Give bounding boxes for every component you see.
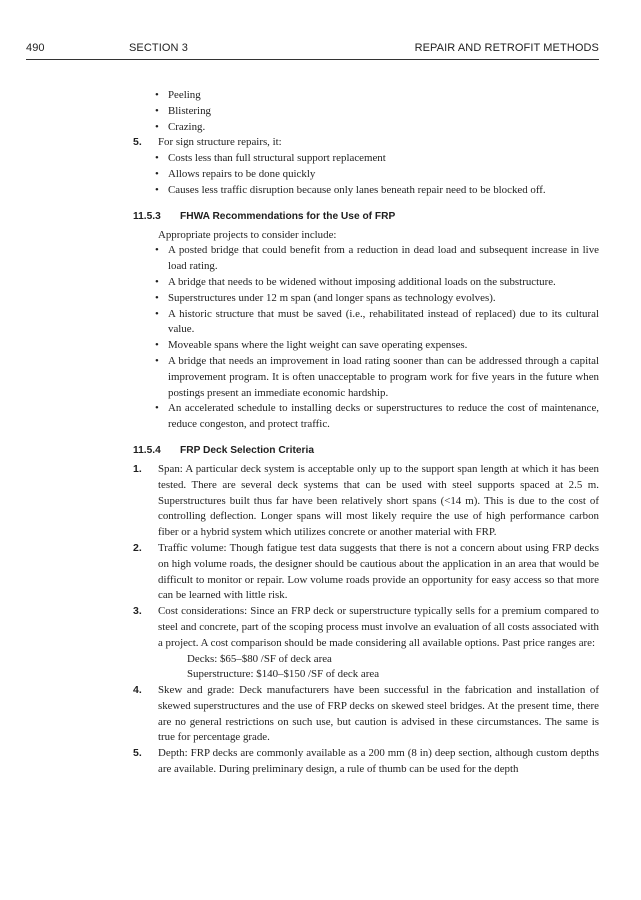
section-label: SECTION 3 [129,42,188,54]
bullet-icon: • [155,275,159,288]
price-range-line: Superstructure: $140–$150 /SF of deck area [187,668,380,681]
bullet-icon: • [155,167,159,180]
bullet-icon: • [155,120,159,133]
item-number: 3. [133,605,142,618]
list-item: • A historic structure that must be saved (i.e., rehabilitated instead of replaced) due to its cultural value. [155,307,599,336]
page-body [0,88,641,778]
bullet-icon: • [155,152,159,165]
list-item: • A bridge that needs to be widened without imposing additional loads on the substructure. [0,275,641,291]
item-number: 2. [133,541,142,554]
item-number: 1. [133,462,142,475]
item-number: 5. [133,136,142,149]
header-rule [26,59,599,60]
bullet-icon: • [155,402,159,415]
section-heading-11-5-4 [0,443,641,457]
chapter-title: REPAIR AND RETROFIT METHODS [414,42,599,54]
bullet-icon: • [155,244,159,257]
item-number: 4. [133,684,142,697]
list-item: • A posted bridge that could benefit from a reduction in dead load and subsequent increase in live load rating. [155,244,599,273]
bullet-icon: • [155,183,159,196]
numbered-item: 3. Cost considerations: Since an FRP deck or superstructure typically sells for a premium compared to steel and concrete, part of the scoping process must involve an evaluation of all costs associated with a project. A cost comparison should be made considering all available options. Past price ranges are: [133,605,599,649]
bullet-icon: • [155,89,159,101]
list-item: • Superstructures under 12 m span (and longer spans as technology evolves). [0,291,641,307]
bullet-icon: • [155,291,159,304]
section-number: 11.5.4 [133,444,161,456]
page-number: 490 [26,42,45,54]
bullet-icon: • [155,307,159,320]
list-item: • Causes less traffic disruption because only lanes beneath repair need to be blocked off. [0,183,641,199]
bullet-icon: • [155,339,159,352]
bullet-icon: • [155,354,159,367]
numbered-item: 5. For sign structure repairs, it: [0,135,641,151]
section-title: FHWA Recommendations for the Use of FRP [180,210,396,222]
list-item: • Moveable spans where the light weight can save operating expenses. [0,338,641,354]
running-header [26,42,599,58]
bullet-icon: • [155,104,159,117]
section-title: FRP Deck Selection Criteria [180,444,314,456]
list-item: • Costs less than full structural support replacement [0,151,641,167]
list-item: • Crazing. [0,120,641,136]
list-item: • Allows repairs to be done quickly [0,167,641,183]
numbered-item: 5. Depth: FRP decks are commonly available as a 200 mm (8 in) deep section, although custom depths are available. During preliminary design, a rule of thumb can be used for the depth [133,747,599,776]
section-intro: Appropriate projects to consider include: [158,228,337,241]
numbered-item: 2. Traffic volume: Though fatigue test data suggests that there is not a concern about using FRP decks on high volume roads, the designer should be cautious about the application in an area that would be difficult to monitor or repair. Low volume roads provide an opportunity for easy access so that more can be learned with little risk. [133,541,599,602]
numbered-item: 1. Span: A particular deck system is acceptable only up to the support span length at which it has been tested. There are several deck systems that can be used with steel supports spaced at 2.5 m. Superstructures built thus far have been relatively short spans (<14 m). This is due to the cost of controlling deflection. Longer spans will most likely require the use of high performance carbon fiber or a hybrid system which utilizes concrete or another material with FRP. [133,462,599,539]
item-number: 5. [133,747,142,760]
section-number: 11.5.3 [133,210,161,222]
price-range-line: Decks: $65–$80 /SF of deck area [187,652,332,665]
list-item: • An accelerated schedule to installing decks or superstructures to reduce the cost of maintenance, reduce congeston, and protect traffic. [155,402,599,431]
list-item: • Blistering [0,104,641,120]
section-heading-11-5-3 [0,209,641,223]
list-item: • A bridge that needs an improvement in load rating sooner than can be addressed through a capital improvement program. It is often unacceptable to program work for five years in the future when postings present an immediate economic hardship. [155,354,599,399]
numbered-item: 4. Skew and grade: Deck manufacturers have been successful in the fabrication and installation of skewed superstructures and the use of FRP decks on skewed steel bridges. At the present time, there are no general restrictions on such use, but caution is advised in these circumstances. The same is true for percentage grade. [133,684,599,744]
list-item: • Peeling [0,88,641,104]
